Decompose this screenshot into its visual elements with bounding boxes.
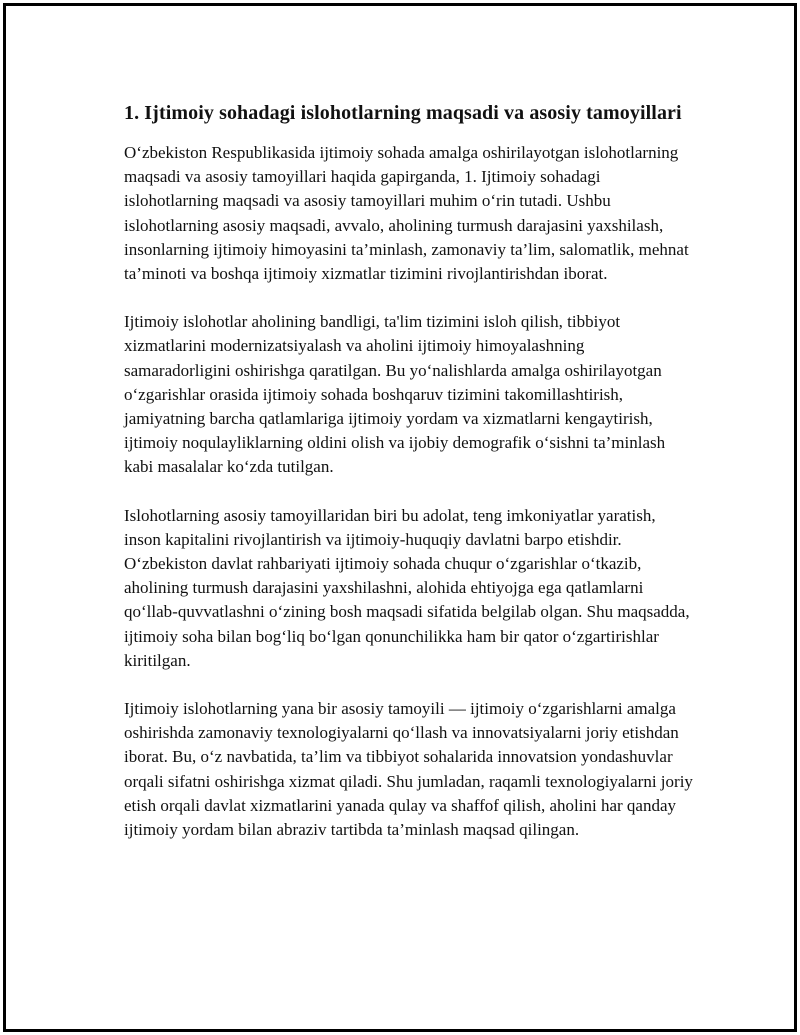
paragraph-1: O‘zbekiston Respublikasida ijtimoiy sohada amalga oshirilayotgan islohotlarning maqsadi va asosiy tamoyillari haqida gapirganda, 1. Ijtimoiy sohadagi islohotlarning maqsadi va asosiy tamoyillari muhim o‘rin tutadi. Ushbu islohotlarning asosiy maqsadi, avvalo, aholining turmush darajasini yaxshilash, insonlarning ijtimoiy himoyasini ta’minlash, zamonaviy ta’lim, salomatlik, mehnat ta’minoti va boshqa ijtimoiy xizmatlar tizimini rivojlantirishdan iborat. — [124, 143, 689, 284]
paragraph-2: Ijtimoiy islohotlar aholining bandligi, ta'lim tizimini isloh qilish, tibbiyot xizmatlarini modernizatsiyalash va aholini ijtimoiy himoyalashning samaradorligini oshirishga qaratilgan. Bu yo‘nalishlarda amalga oshirilayotgan o‘zgarishlar orasida ijtimoiy sohada boshqaruv tizimini takomillashtirish, jamiyatning barcha qatlamlariga ijtimoiy yordam va xizmatlarni kengaytirish, ijtimoiy noqulayliklarning oldini olish va ijobiy demografik o‘sishni ta’minlash kabi masalalar ko‘zda tutilgan. — [124, 312, 666, 477]
page-frame — [3, 3, 797, 1032]
paragraph-3: Islohotlarning asosiy tamoyillaridan biri bu adolat, teng imkoniyatlar yaratish, inson kapitalini rivojlantirish va ijtimoiy-huquqiy davlatni barpo etishdir. O‘zbekiston davlat rahbariyati ijtimoiy sohada chuqur o‘zgarishlar o‘tkazib, aholining turmush darajasini yaxshilashni, alohida ehtiyojga ega qatlamlarni qo‘llab-quvvatlashni o‘zining bosh maqsadi sifatida belgilab olgan. Shu maqsadda, ijtimoiy soha bilan bog‘liq bo‘lgan qonunchilikka ham bir qator o‘zgartirishlar kiritilgan. — [124, 505, 690, 670]
document-title: 1. Ijtimoiy sohadagi islohotlarning maqsadi va asosiy tamoyillari — [124, 102, 682, 124]
document-body — [124, 99, 694, 866]
paragraph-4: Ijtimoiy islohotlarning yana bir asosiy tamoyili — ijtimoiy o‘zgarishlarni amalga oshirishda zamonaviy texnologiyalarni qo‘llash va innovatsiyalarni joriy etishdan iborat. Bu, o‘z navbatida, ta’lim va tibbiyot sohalarida innovatsion yondashuvlar orqali sifatni oshirishga xizmat qiladi. Shu jumladan, raqamli texnologiyalarni joriy etish orqali davlat xizmatlarini yanada qulay va shaffof qilish, aholini har qanday ijtimoiy yordam bilan abraziv tartibda ta’minlash maqsad qilingan. — [124, 699, 693, 840]
